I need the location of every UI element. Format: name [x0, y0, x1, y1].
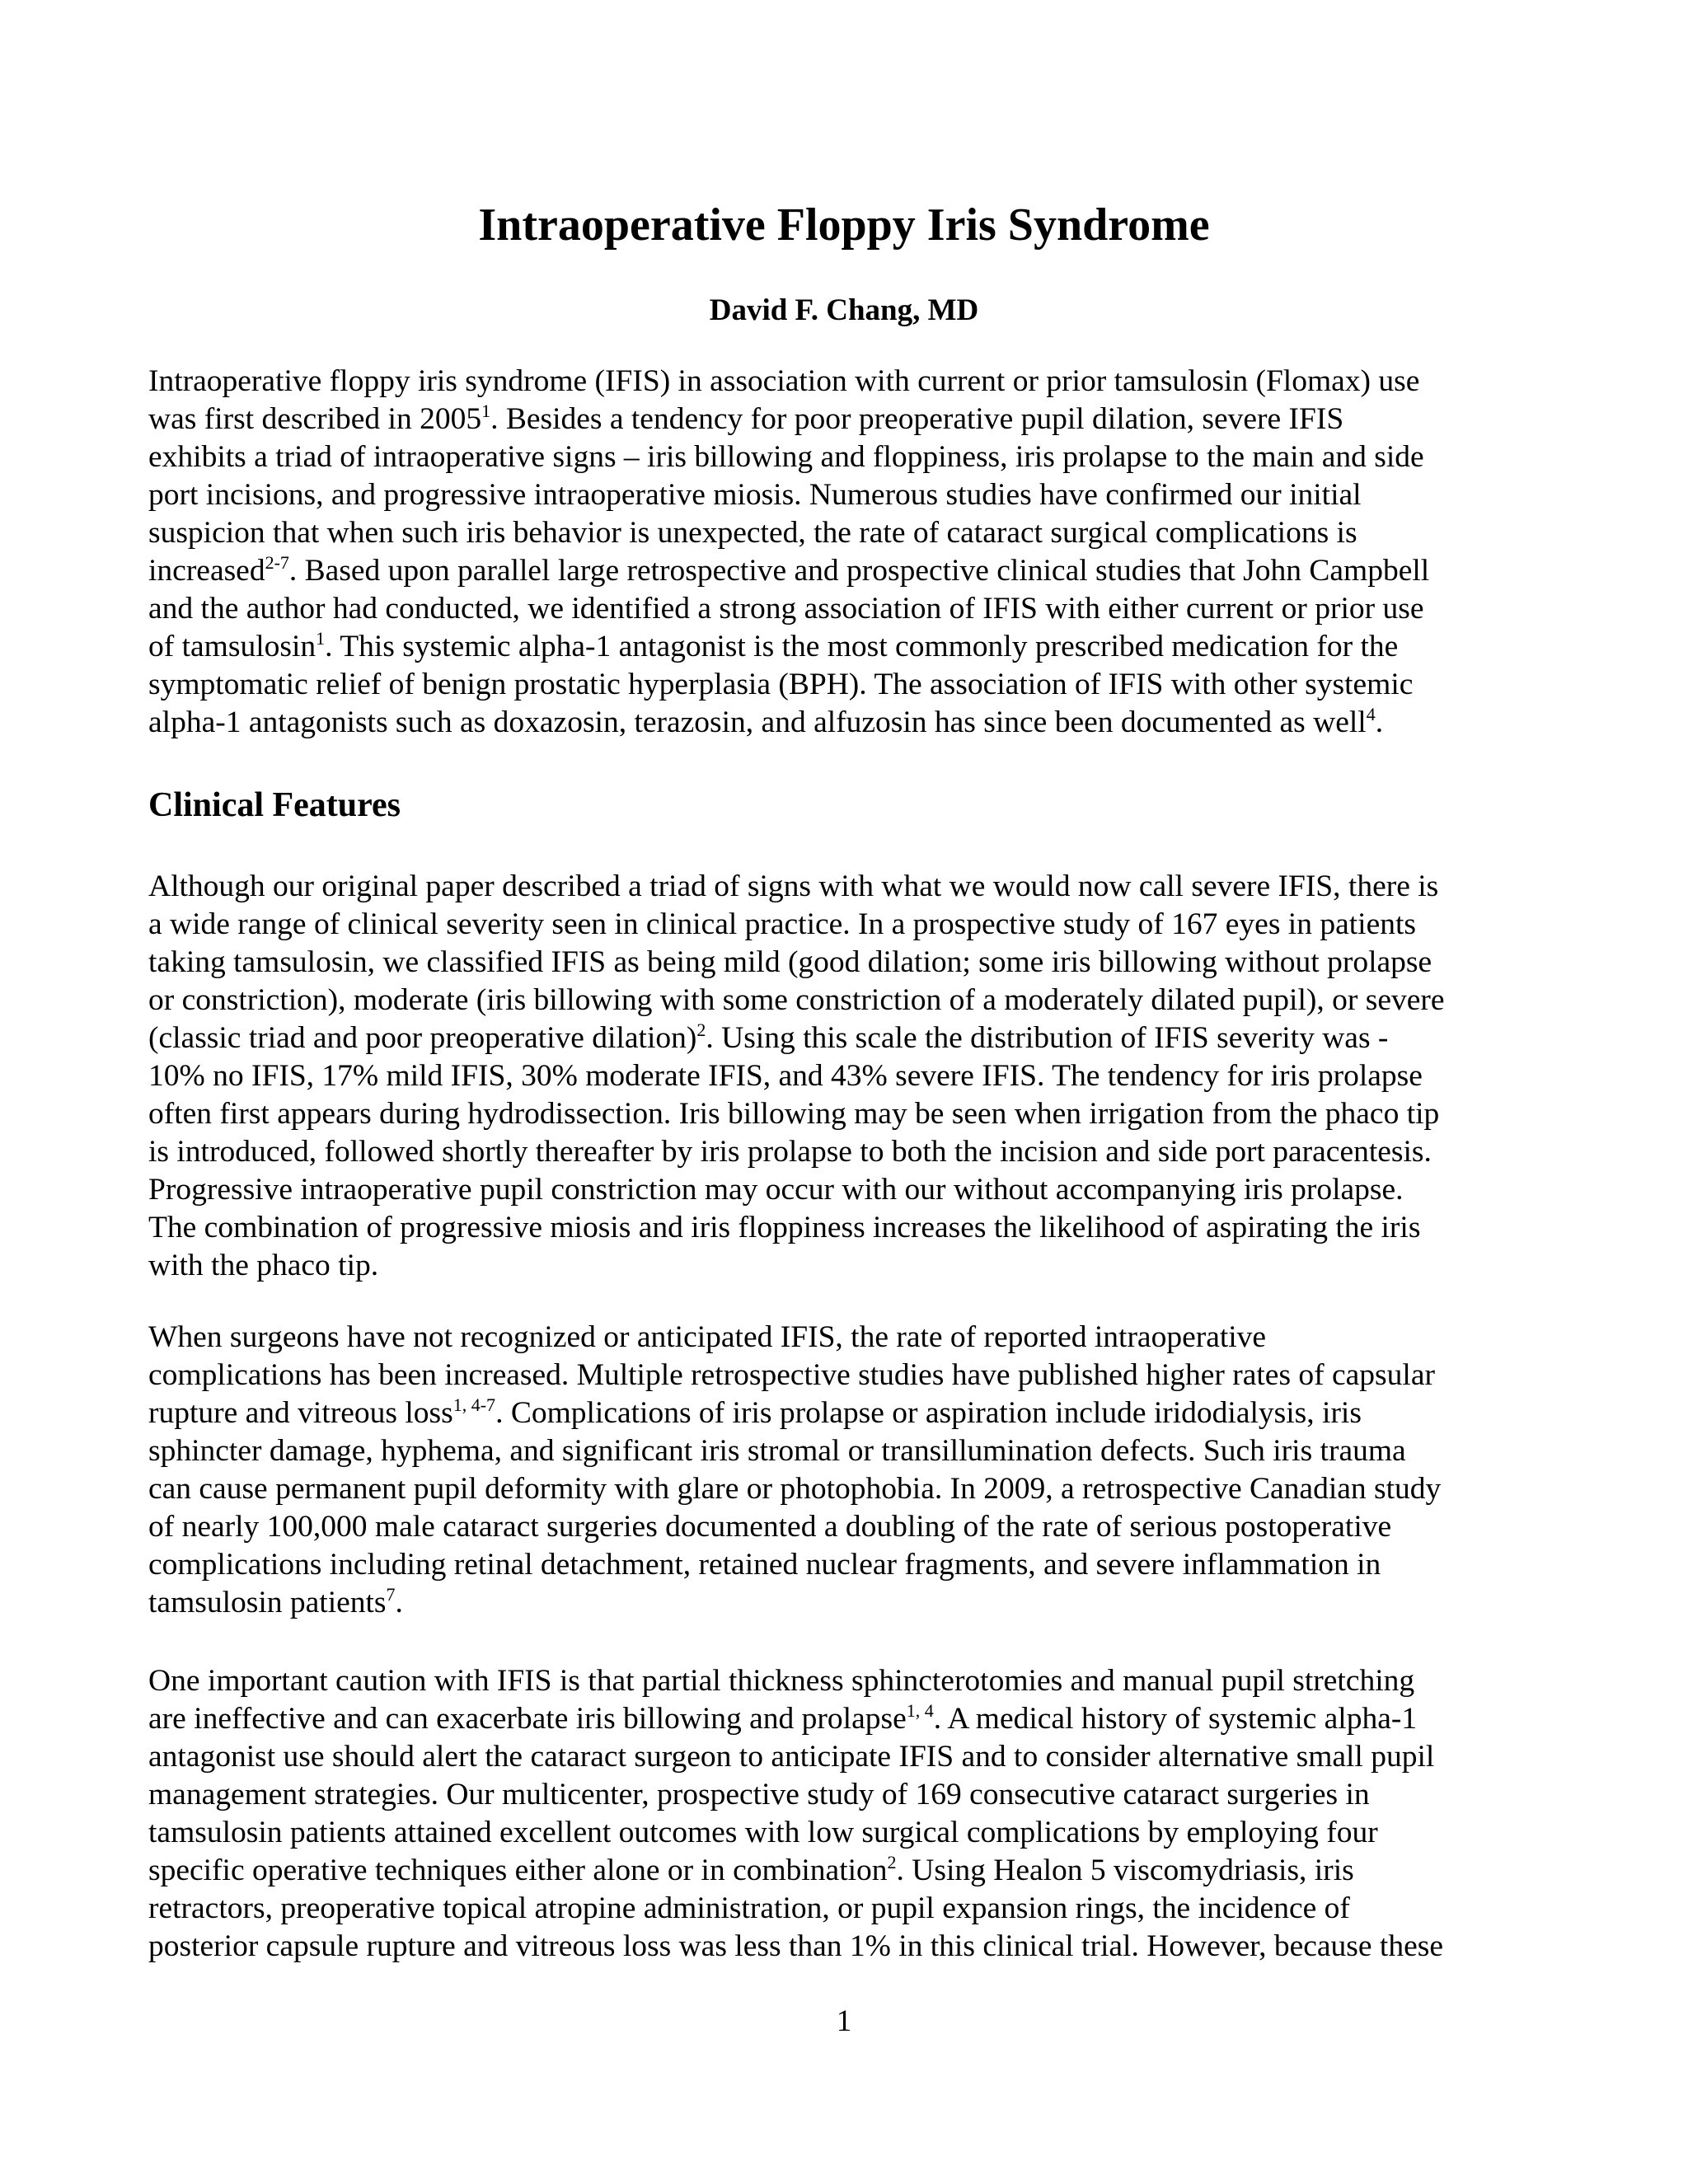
line-text: . Complications of iris prolapse or aspiration include iridodialysis, iris — [495, 1396, 1362, 1430]
line-text: . Using this scale the distribution of IFIS severity was - — [706, 1021, 1389, 1055]
line-text: Progressive intraoperative pupil constriction may occur with our without accompanying iris prolapse. — [148, 1173, 1404, 1207]
text-line — [148, 944, 1550, 982]
text-line — [148, 1738, 1550, 1776]
text-line — [148, 438, 1550, 476]
line-text: alpha-1 antagonists such as doxazosin, terazosin, and alfuzosin has since been documented as well — [148, 705, 1367, 739]
line-text: can cause permanent pupil deformity with glare or photophobia. In 2009, a retrospective Canadian study — [148, 1472, 1442, 1506]
line-text: antagonist use should alert the cataract surgeon to anticipate IFIS and to consider alternative small pupil — [148, 1740, 1435, 1774]
text-line — [148, 1662, 1550, 1700]
citation-superscript: 2 — [887, 1852, 897, 1872]
line-text: complications has been increased. Multiple retrospective studies have published higher rates of capsular — [148, 1358, 1435, 1392]
text-line — [148, 1095, 1550, 1133]
document-title: Intraoperative Floppy Iris Syndrome — [478, 199, 1210, 251]
text-line — [148, 1928, 1550, 1966]
text-line — [148, 628, 1550, 666]
line-text: exhibits a triad of intraoperative signs – iris billowing and floppiness, iris prolapse to the main and side — [148, 440, 1424, 474]
text-line — [148, 1776, 1550, 1814]
line-text: management strategies. Our multicenter, prospective study of 169 consecutive cataract surgeries in — [148, 1778, 1370, 1811]
line-text: . Besides a tendency for poor preoperative pupil dilation, severe IFIS — [490, 402, 1344, 436]
line-text: port incisions, and progressive intraoperative miosis. Numerous studies have confirmed our initial — [148, 478, 1362, 512]
line-text: symptomatic relief of benign prostatic hyperplasia (BPH). The association of IFIS with other systemic — [148, 668, 1414, 701]
text-line — [148, 1432, 1550, 1470]
text-line — [148, 1394, 1550, 1432]
text-line — [148, 1852, 1550, 1890]
text-line — [148, 363, 1550, 401]
line-text: a wide range of clinical severity seen in clinical practice. In a prospective study of 167 eyes in patients — [148, 907, 1416, 941]
line-text: (classic triad and poor preoperative dilation) — [148, 1021, 697, 1055]
text-line — [148, 552, 1550, 590]
line-text: . — [1375, 705, 1384, 739]
citation-superscript: 4 — [1366, 704, 1376, 724]
line-text: or constriction), moderate (iris billowing with some constriction of a moderately dilated pupil), or severe — [148, 983, 1445, 1017]
line-text: posterior capsule rupture and vitreous loss was less than 1% in this clinical trial. However, because these — [148, 1929, 1443, 1963]
line-text: increased — [148, 554, 265, 588]
text-line — [148, 704, 1550, 742]
citation-superscript: 2-7 — [265, 552, 289, 573]
citation-superscript: 1, 4-7 — [452, 1394, 496, 1415]
line-text: . Using Healon 5 viscomydriasis, iris — [896, 1854, 1354, 1887]
text-line — [148, 1171, 1550, 1209]
line-text: Although our original paper described a triad of signs with what we would now call severe IFIS, there is — [148, 869, 1439, 903]
text-line — [148, 1814, 1550, 1852]
text-line — [148, 1700, 1550, 1738]
line-text: tamsulosin patients — [148, 1586, 387, 1619]
text-line — [148, 906, 1550, 944]
line-text: often first appears during hydrodissection. Iris billowing may be seen when irrigation from the phaco tip — [148, 1097, 1440, 1131]
clinical-features-paragraph-2 — [148, 1319, 1550, 1622]
line-text: retractors, preoperative topical atropine administration, or pupil expansion rings, the incidence of — [148, 1891, 1350, 1925]
text-line — [148, 982, 1550, 1019]
line-text: 10% no IFIS, 17% mild IFIS, 30% moderate IFIS, and 43% severe IFIS. The tendency for iris prolapse — [148, 1059, 1423, 1093]
text-line — [148, 1357, 1550, 1394]
text-line — [148, 868, 1550, 906]
line-text: is introduced, followed shortly thereafter by iris prolapse to both the incision and side port paracentesis. — [148, 1135, 1432, 1169]
citation-superscript: 1 — [316, 628, 326, 649]
line-text: . — [395, 1586, 403, 1619]
line-text: with the phaco tip. — [148, 1249, 379, 1282]
text-line — [148, 1319, 1550, 1357]
citation-superscript: 1 — [481, 401, 491, 421]
line-text: tamsulosin patients attained excellent outcomes with low surgical complications by employing four — [148, 1816, 1378, 1849]
text-line — [148, 514, 1550, 552]
line-text: sphincter damage, hyphema, and significant iris stromal or transillumination defects. Such iris trauma — [148, 1434, 1406, 1468]
line-text: of tamsulosin — [148, 630, 316, 663]
text-line — [148, 666, 1550, 704]
text-line — [148, 476, 1550, 514]
line-text: complications including retinal detachment, retained nuclear fragments, and severe inflammation in — [148, 1548, 1381, 1582]
text-line — [148, 1546, 1550, 1584]
text-line — [148, 1247, 1550, 1285]
text-line — [148, 1209, 1550, 1247]
line-text: and the author had conducted, we identified a strong association of IFIS with either current or prior use — [148, 592, 1424, 626]
line-text: When surgeons have not recognized or anticipated IFIS, the rate of reported intraoperative — [148, 1320, 1267, 1354]
line-text: One important caution with IFIS is that partial thickness sphincterotomies and manual pupil stretching — [148, 1664, 1415, 1698]
line-text: taking tamsulosin, we classified IFIS as being mild (good dilation; some iris billowing without prolapse — [148, 945, 1432, 979]
intro-paragraph — [148, 363, 1550, 742]
text-line — [148, 401, 1550, 438]
text-line — [148, 1019, 1550, 1057]
text-line — [148, 590, 1550, 628]
line-text: . Based upon parallel large retrospective and prospective clinical studies that John Campbell — [288, 554, 1430, 588]
section-heading-clinical-features: Clinical Features — [148, 786, 401, 824]
line-text: The combination of progressive miosis and iris floppiness increases the likelihood of aspirating the iris — [148, 1211, 1421, 1244]
citation-superscript: 7 — [386, 1584, 396, 1605]
clinical-features-paragraph-1 — [148, 868, 1550, 1285]
line-text: are ineffective and can exacerbate iris billowing and prolapse — [148, 1702, 907, 1736]
line-text: was first described in 2005 — [148, 402, 482, 436]
clinical-features-paragraph-3 — [148, 1662, 1550, 1966]
page-number: 1 — [836, 2004, 852, 2038]
line-text: suspicion that when such iris behavior is unexpected, the rate of cataract surgical complications is — [148, 516, 1357, 550]
text-line — [148, 1470, 1550, 1508]
line-text: of nearly 100,000 male cataract surgeries documented a doubling of the rate of serious postoperative — [148, 1510, 1392, 1544]
line-text: . A medical history of systemic alpha-1 — [933, 1702, 1418, 1736]
text-line — [148, 1133, 1550, 1171]
text-line — [148, 1508, 1550, 1546]
text-line — [148, 1057, 1550, 1095]
citation-superscript: 1, 4 — [906, 1700, 934, 1721]
text-line — [148, 1890, 1550, 1928]
text-line — [148, 1584, 1550, 1622]
line-text: rupture and vitreous loss — [148, 1396, 453, 1430]
line-text: . This systemic alpha-1 antagonist is the most commonly prescribed medication for the — [325, 630, 1399, 663]
citation-superscript: 2 — [696, 1019, 706, 1040]
line-text: specific operative techniques either alone or in combination — [148, 1854, 888, 1887]
line-text: Intraoperative floppy iris syndrome (IFIS) in association with current or prior tamsulosin (Flomax) use — [148, 364, 1420, 398]
author-line: David F. Chang, MD — [709, 293, 979, 327]
